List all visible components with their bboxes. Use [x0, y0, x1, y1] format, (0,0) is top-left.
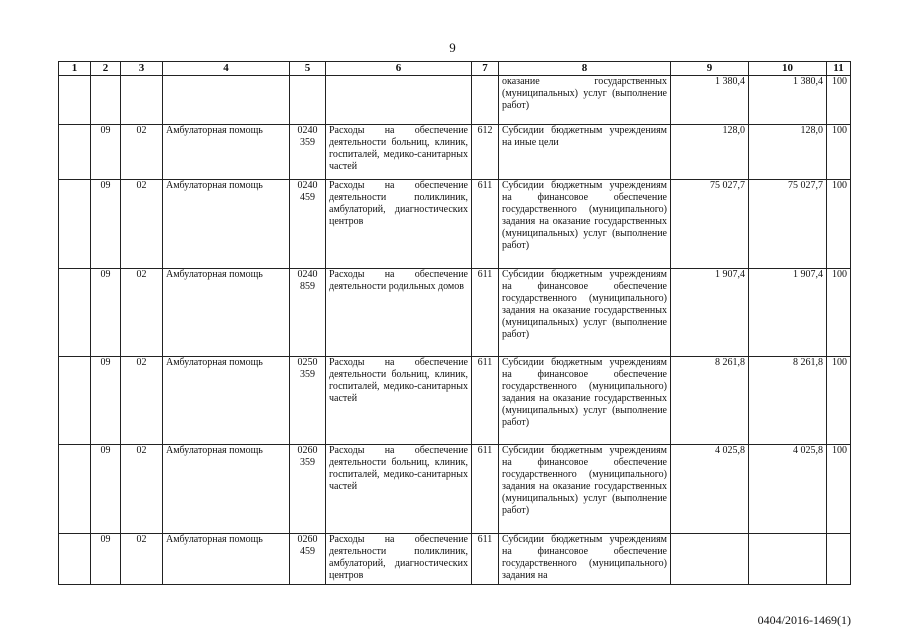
name-cell: Амбулаторная помощь: [163, 125, 290, 180]
header-row: [59, 62, 851, 76]
subsection-cell: 02: [121, 180, 163, 269]
subsection-cell: 02: [121, 269, 163, 357]
expense-type-cell: Субсидии бюджетным учреждениям на финансовое обеспечение государственного (муниципального) задания на оказание государственных (муниципальных) услуг (выполнение работ): [499, 269, 671, 357]
plan-amount-cell: 4 025,8: [671, 445, 749, 534]
column-header: 2: [91, 62, 121, 76]
target-code-part: 459: [300, 192, 315, 203]
percent-cell: [827, 534, 851, 585]
table-row: [59, 269, 851, 357]
section-cell: 09: [91, 357, 121, 445]
column-header: 4: [163, 62, 290, 76]
expense-type-code-cell: 611: [472, 534, 499, 585]
table-row: [59, 534, 851, 585]
expense-type-cell: Субсидии бюджетным учреждениям на финансовое обеспечение государственного (муниципального) задания на: [499, 534, 671, 585]
expense-type-code-cell: 611: [472, 357, 499, 445]
actual-amount-cell: [749, 534, 827, 585]
page-number: 9: [449, 40, 456, 55]
expense-type-cell: Субсидии бюджетным учреждениям на иные цели: [499, 125, 671, 180]
subsection-cell: 02: [121, 445, 163, 534]
expense-type-code-cell: 612: [472, 125, 499, 180]
subsection-cell: 02: [121, 534, 163, 585]
table-row: [59, 125, 851, 180]
expense-type-cell: Субсидии бюджетным учреждениям на финансовое обеспечение государственного (муниципального) задания на оказание государственных (муниципальных) услуг (выполнение работ): [499, 180, 671, 269]
column-header: 5: [290, 62, 326, 76]
name-cell: Амбулаторная помощь: [163, 269, 290, 357]
target-code-part: 0260: [297, 445, 318, 456]
row-index-cell: [59, 269, 91, 357]
row-index-cell: [59, 445, 91, 534]
purpose-cell: Расходы на обеспечение деятельности больниц, клиник, госпиталей, медико-санитарных частей: [326, 125, 472, 180]
percent-cell: 100: [827, 125, 851, 180]
plan-amount-cell: 8 261,8: [671, 357, 749, 445]
target-code-cell: [290, 125, 326, 180]
purpose-cell: Расходы на обеспечение деятельности родильных домов: [326, 269, 472, 357]
plan-amount-cell: 1 380,4: [671, 76, 749, 125]
row-index-cell: [59, 357, 91, 445]
table-row: [59, 180, 851, 269]
actual-amount-cell: 128,0: [749, 125, 827, 180]
plan-amount-cell: 75 027,7: [671, 180, 749, 269]
actual-amount-cell: 1 907,4: [749, 269, 827, 357]
actual-amount-cell: 75 027,7: [749, 180, 827, 269]
column-header: 6: [326, 62, 472, 76]
target-code-part: 359: [300, 457, 315, 468]
table-row: [59, 76, 851, 125]
row-index-cell: [59, 125, 91, 180]
row-index-cell: [59, 180, 91, 269]
budget-table: [58, 61, 851, 585]
target-code-part: 0250: [297, 357, 318, 368]
section-cell: 09: [91, 269, 121, 357]
column-header: 10: [749, 62, 827, 76]
target-code-cell: [290, 180, 326, 269]
expense-type-code-cell: 611: [472, 445, 499, 534]
purpose-cell: Расходы на обеспечение деятельности поликлиник, амбулаторий, диагностических центров: [326, 180, 472, 269]
percent-cell: 100: [827, 180, 851, 269]
target-code-cell: [290, 76, 326, 125]
percent-cell: 100: [827, 76, 851, 125]
expense-type-code-cell: 611: [472, 180, 499, 269]
row-index-cell: [59, 76, 91, 125]
expense-type-cell: оказание государственных (муниципальных) услуг (выполнение работ): [499, 76, 671, 125]
subsection-cell: 02: [121, 357, 163, 445]
target-code-part: 859: [300, 281, 315, 292]
column-header: 8: [499, 62, 671, 76]
percent-cell: 100: [827, 445, 851, 534]
subsection-cell: 02: [121, 125, 163, 180]
plan-amount-cell: [671, 534, 749, 585]
name-cell: Амбулаторная помощь: [163, 445, 290, 534]
column-header: 11: [827, 62, 851, 76]
column-header: 3: [121, 62, 163, 76]
expense-type-code-cell: [472, 76, 499, 125]
column-header: 9: [671, 62, 749, 76]
subsection-cell: [121, 76, 163, 125]
name-cell: Амбулаторная помощь: [163, 357, 290, 445]
name-cell: Амбулаторная помощь: [163, 180, 290, 269]
expense-type-code-cell: 611: [472, 269, 499, 357]
plan-amount-cell: 128,0: [671, 125, 749, 180]
name-cell: [163, 76, 290, 125]
document-code: 0404/2016-1469(1): [757, 613, 851, 627]
expense-type-cell: Субсидии бюджетным учреждениям на финансовое обеспечение государственного (муниципального) задания на оказание государственных (муниципальных) услуг (выполнение работ): [499, 357, 671, 445]
target-code-cell: [290, 357, 326, 445]
section-cell: 09: [91, 445, 121, 534]
purpose-cell: Расходы на обеспечение деятельности больниц, клиник, госпиталей, медико-санитарных частей: [326, 445, 472, 534]
target-code-part: 0240: [297, 269, 318, 280]
table-row: [59, 445, 851, 534]
name-cell: Амбулаторная помощь: [163, 534, 290, 585]
table-row: [59, 357, 851, 445]
row-index-cell: [59, 534, 91, 585]
percent-cell: 100: [827, 357, 851, 445]
target-code-part: 359: [300, 369, 315, 380]
expense-type-cell: Субсидии бюджетным учреждениям на финансовое обеспечение государственного (муниципального) задания на оказание государственных (муниципальных) услуг (выполнение работ): [499, 445, 671, 534]
target-code-cell: [290, 445, 326, 534]
actual-amount-cell: 1 380,4: [749, 76, 827, 125]
column-header: 1: [59, 62, 91, 76]
actual-amount-cell: 4 025,8: [749, 445, 827, 534]
target-code-part: 359: [300, 137, 315, 148]
section-cell: [91, 76, 121, 125]
purpose-cell: [326, 76, 472, 125]
column-header: 7: [472, 62, 499, 76]
target-code-part: 0240: [297, 125, 318, 136]
purpose-cell: Расходы на обеспечение деятельности поликлиник, амбулаторий, диагностических центров: [326, 534, 472, 585]
purpose-cell: Расходы на обеспечение деятельности больниц, клиник, госпиталей, медико-санитарных частей: [326, 357, 472, 445]
section-cell: 09: [91, 180, 121, 269]
actual-amount-cell: 8 261,8: [749, 357, 827, 445]
section-cell: 09: [91, 125, 121, 180]
target-code-cell: [290, 269, 326, 357]
section-cell: 09: [91, 534, 121, 585]
target-code-cell: [290, 534, 326, 585]
target-code-part: 0260: [297, 534, 318, 545]
plan-amount-cell: 1 907,4: [671, 269, 749, 357]
target-code-part: 0240: [297, 180, 318, 191]
percent-cell: 100: [827, 269, 851, 357]
target-code-part: 459: [300, 546, 315, 557]
